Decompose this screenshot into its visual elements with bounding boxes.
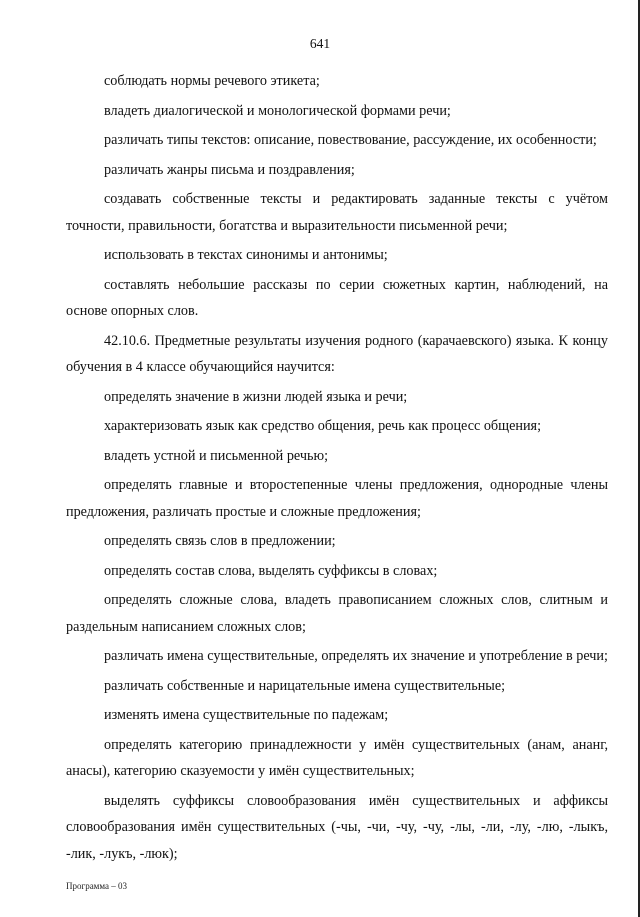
paragraph: изменять имена существительные по падежам;: [104, 707, 389, 723]
paragraph: создавать собственные тексты и редактировать заданные тексты с учётом точности, правильности, богатства и выразительности письменной речи;: [66, 191, 608, 234]
paragraph: характеризовать язык как средство общения, речь как процесс общения;: [104, 418, 542, 434]
paragraph: выделять суффиксы словообразования имён существительных и аффиксы словообразования имён существительных (-чы, -чи, -чу, -чу, -лы, -ли, -лу, -лю, -лыкъ, -лик, -лукъ, -люк);: [66, 792, 608, 862]
page-number: 641: [309, 36, 331, 51]
paragraph: использовать в текстах синонимы и антонимы;: [104, 247, 388, 263]
paragraph: определять сложные слова, владеть правописанием сложных слов, слитным и раздельным написанием сложных слов;: [66, 592, 608, 635]
paragraph: определять связь слов в предложении;: [104, 533, 336, 549]
section-paragraph: 42.10.6. Предметные результаты изучения родного (карачаевского) языка. К концу обучения в 4 классе обучающийся научится:: [66, 332, 608, 375]
paragraph: определять главные и второстепенные члены предложения, однородные члены предложения, различать простые и сложные предложения;: [66, 477, 608, 520]
paragraph: составлять небольшие рассказы по серии сюжетных картин, наблюдений, на основе опорных слов.: [66, 276, 608, 319]
paragraph: соблюдать нормы речевого этикета;: [104, 73, 320, 89]
paragraph: различать типы текстов: описание, повествование, рассуждение, их особенности;: [104, 132, 597, 148]
paragraph: различать имена существительные, определять их значение и употребление в речи;: [104, 648, 608, 664]
paragraph: определять категорию принадлежности у имён существительных (анам, ананг, анасы), категорию сказуемости у имён существительных;: [66, 736, 608, 779]
paragraph: владеть устной и письменной речью;: [104, 447, 329, 464]
paragraph: определять значение в жизни людей языка и речи;: [104, 388, 408, 405]
paragraph: определять состав слова, выделять суффиксы в словах;: [104, 562, 438, 579]
paragraph: владеть диалогической и монологической формами речи;: [104, 102, 451, 119]
paragraph: различать собственные и нарицательные имена существительные;: [104, 677, 506, 694]
page-footer: Программа – 03: [66, 881, 128, 891]
paragraph: различать жанры письма и поздравления;: [104, 161, 355, 178]
document-body: [66, 68, 608, 867]
